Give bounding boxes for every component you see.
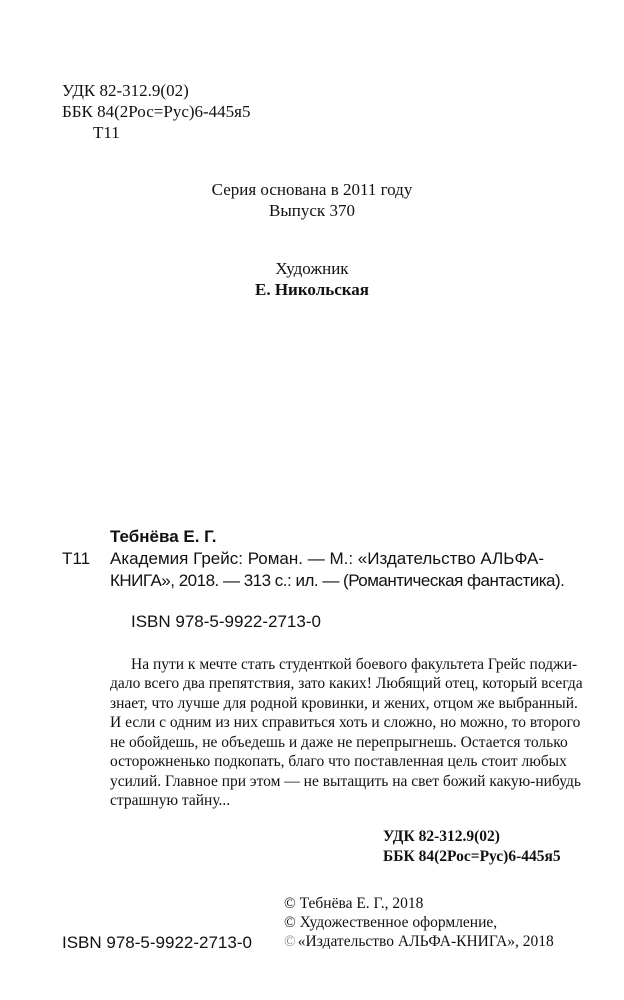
- artist-name: Е. Никольская: [254, 280, 369, 299]
- bbk-code: ББК 84(2Рос=Рус)6-445я5: [62, 102, 251, 121]
- isbn-bottom: ISBN 978-5-9922-2713-0: [62, 933, 252, 952]
- copyright-publisher: [284, 932, 554, 952]
- author-mark: Т11: [93, 123, 120, 142]
- annotation-line: страшную тайну...: [110, 792, 231, 809]
- bibliographic-line-1: Академия Грейс: Роман. — М.: «Издательство АЛЬФА-: [110, 549, 545, 568]
- book-author: Тебнёва Е. Г.: [110, 527, 217, 546]
- annotation-line: осторожненько подкопать, благо что поставленная цель стоит любых: [110, 753, 567, 770]
- copyright-author: © Тебнёва Е. Г., 2018: [284, 895, 424, 912]
- copyright-symbol-icon: ©: [284, 933, 296, 950]
- udk-code-bottom: УДК 82-312.9(02): [383, 828, 500, 845]
- annotation-line: дало всего два препятствия, зато каких! Любящий отец, который всегда: [110, 675, 583, 692]
- annotation-line: На пути к мечте стать студенткой боевого факультета Грейс поджи-: [131, 656, 578, 673]
- series-issue: Выпуск 370: [269, 201, 355, 220]
- copyright-design: © Художественное оформление,: [284, 914, 498, 931]
- udk-code: УДК 82-312.9(02): [62, 81, 189, 100]
- series-founded: Серия основана в 2011 году: [211, 180, 413, 199]
- annotation-line: И если с одним из них справиться хоть и сложно, но можно, то второго: [110, 714, 581, 731]
- annotation-line: знает, что лучше для родной кровинки, и жених, отцом же выбранный.: [110, 695, 578, 712]
- annotation-line: не обойдешь, не объедешь и даже не перепрыгнешь. Остается только: [110, 734, 568, 751]
- annotation-line: усилий. Главное при этом — не вытащить на свет божий какую-нибудь: [110, 773, 581, 790]
- isbn: ISBN 978-5-9922-2713-0: [131, 612, 321, 631]
- artist-role: Художник: [275, 259, 349, 278]
- bibliographic-line-2: КНИГА», 2018. — 313 с.: ил. — (Романтическая фантастика).: [110, 571, 565, 590]
- bibliographic-author-mark: Т11: [62, 549, 91, 568]
- bbk-code-bottom: ББК 84(2Рос=Рус)6-445я5: [383, 848, 561, 865]
- copyright-publisher-text: «Издательство АЛЬФА-КНИГА», 2018: [297, 933, 554, 950]
